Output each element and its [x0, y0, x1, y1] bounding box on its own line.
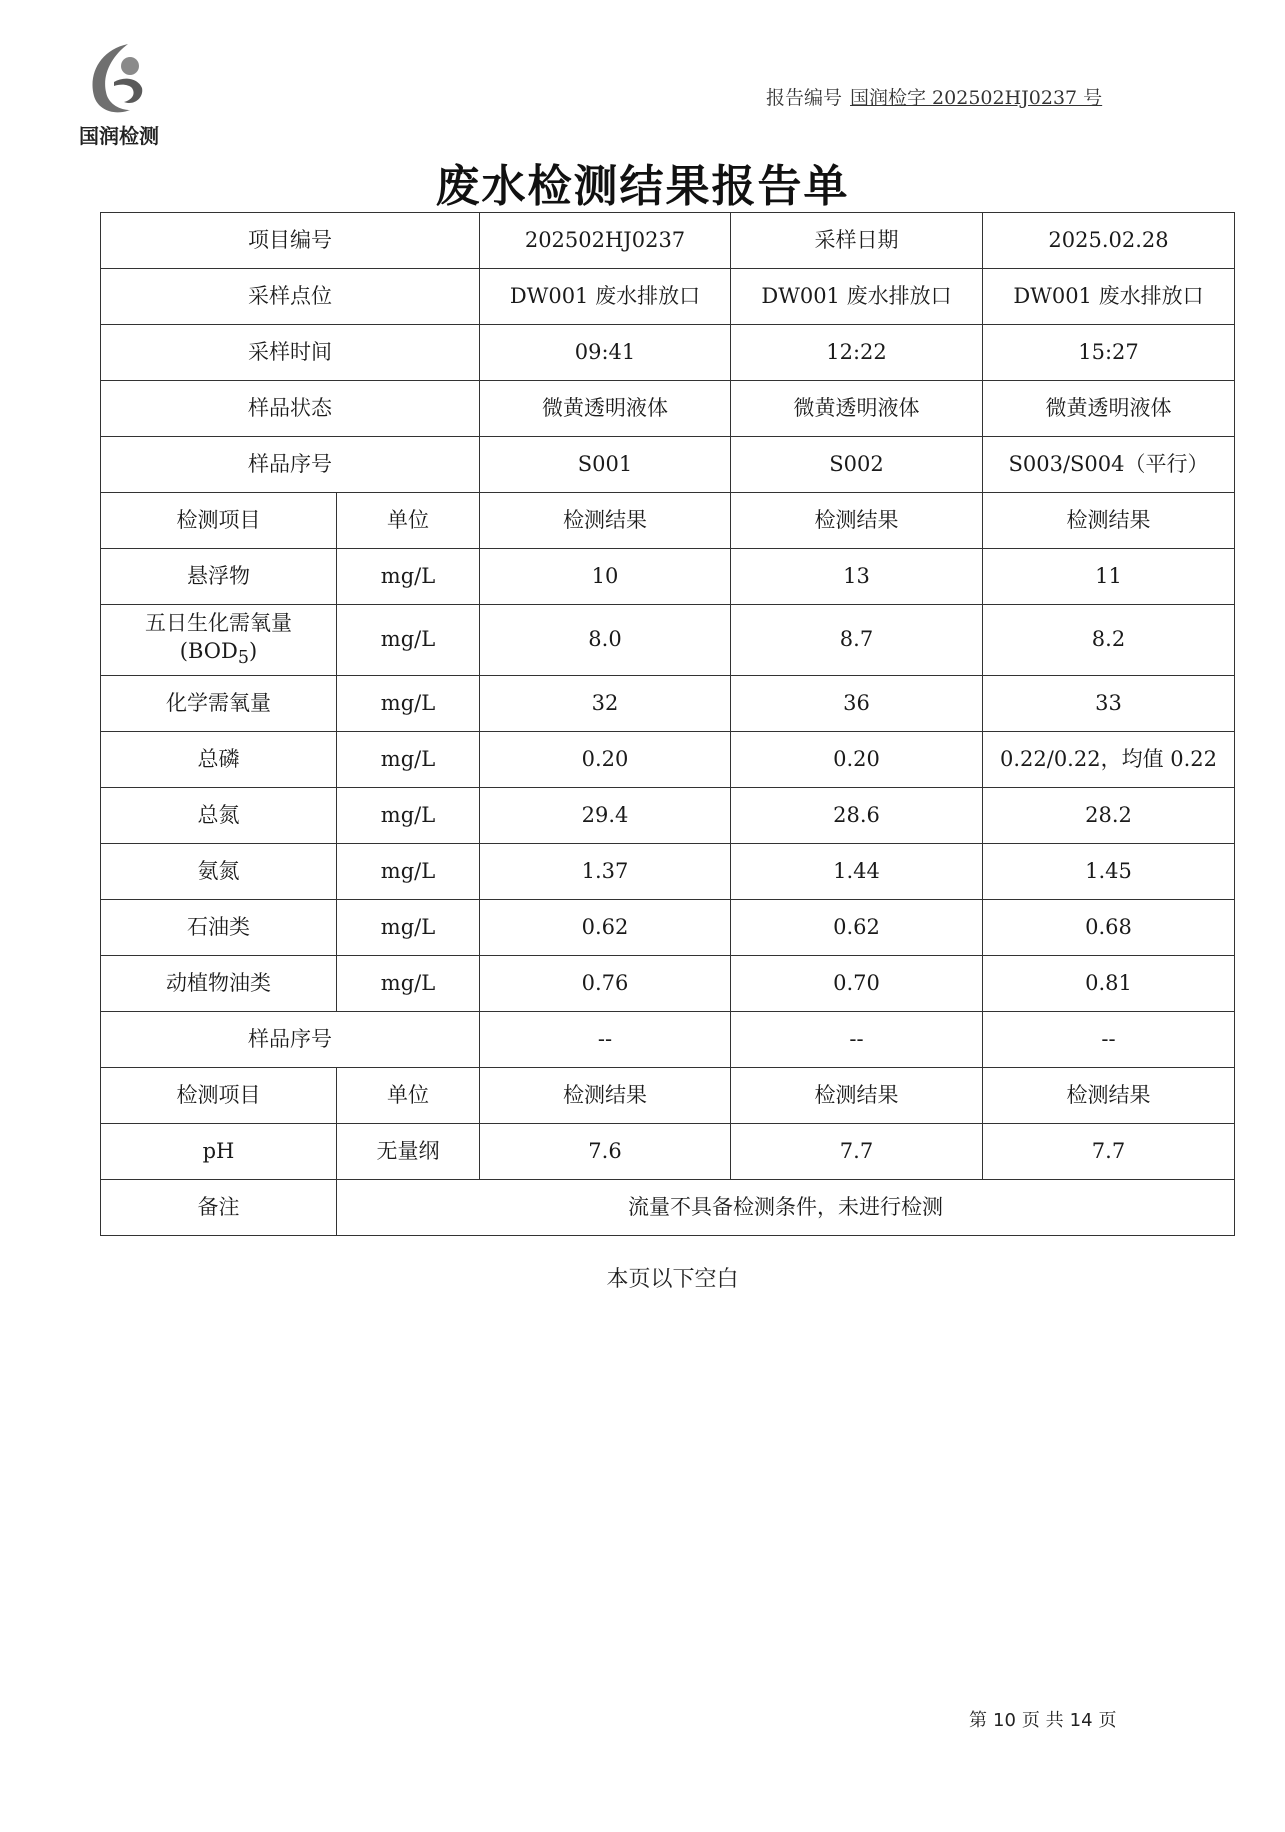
- unit-cell: mg/L: [337, 732, 480, 788]
- remark-text: 流量不具备检测条件，未进行检测: [337, 1180, 1235, 1236]
- table-row: [101, 605, 1235, 676]
- table-row: [101, 1180, 1235, 1236]
- unit-cell: mg/L: [337, 549, 480, 605]
- test-item: [101, 605, 337, 676]
- table-row: [101, 437, 1235, 493]
- remark-label: 备注: [101, 1180, 337, 1236]
- unit-cell: mg/L: [337, 844, 480, 900]
- result-cell: 33: [983, 676, 1235, 732]
- column-header: 检测结果: [983, 1068, 1235, 1124]
- column-header: 检测结果: [731, 1068, 983, 1124]
- blank-note: 本页以下空白: [606, 1267, 739, 1292]
- unit-cell: mg/L: [337, 900, 480, 956]
- logo-emblem-icon: [80, 40, 158, 120]
- info-value: 202502HJ0237: [480, 213, 731, 269]
- result-cell: 1.45: [983, 844, 1235, 900]
- info-label: 样品序号: [101, 1012, 480, 1068]
- unit-cell: mg/L: [337, 956, 480, 1012]
- info-value: 微黄透明液体: [983, 381, 1235, 437]
- info-value: S003/S004（平行）: [983, 437, 1235, 493]
- column-header: 检测结果: [731, 493, 983, 549]
- info-value: S001: [480, 437, 731, 493]
- info-value: --: [983, 1012, 1235, 1068]
- info-value: DW001 废水排放口: [983, 269, 1235, 325]
- unit-cell: mg/L: [337, 788, 480, 844]
- column-header: 检测结果: [983, 493, 1235, 549]
- result-cell: 29.4: [480, 788, 731, 844]
- table-row: [101, 732, 1235, 788]
- result-cell: 8.7: [731, 605, 983, 676]
- table-row: [101, 549, 1235, 605]
- test-item: 悬浮物: [101, 549, 337, 605]
- table-row: [101, 325, 1235, 381]
- info-value: 15:27: [983, 325, 1235, 381]
- page-total: 14: [1069, 1710, 1093, 1731]
- column-header: 检测结果: [480, 1068, 731, 1124]
- test-item: 石油类: [101, 900, 337, 956]
- result-cell: 0.76: [480, 956, 731, 1012]
- page-number: [966, 1706, 1120, 1732]
- test-item-abbr-close: ): [249, 638, 258, 663]
- page-mid: 页 共: [1021, 1710, 1064, 1731]
- table-row: [101, 1124, 1235, 1180]
- logo-text: 国润检测: [79, 124, 159, 148]
- info-value: 09:41: [480, 325, 731, 381]
- column-header: 单位: [337, 493, 480, 549]
- test-item-abbr: (BOD: [179, 638, 238, 663]
- result-cell: 8.0: [480, 605, 731, 676]
- table-row: [101, 269, 1235, 325]
- page-title: 废水检测结果报告单: [435, 161, 850, 212]
- info-value: DW001 废水排放口: [480, 269, 731, 325]
- info-value: DW001 废水排放口: [731, 269, 983, 325]
- info-value: --: [731, 1012, 983, 1068]
- test-item: 动植物油类: [101, 956, 337, 1012]
- report-number-label: 报告编号: [766, 87, 843, 109]
- result-cell: 1.37: [480, 844, 731, 900]
- info-label: 采样点位: [101, 269, 480, 325]
- test-item: 化学需氧量: [101, 676, 337, 732]
- info-label: 采样时间: [101, 325, 480, 381]
- unit-cell: 无量纲: [337, 1124, 480, 1180]
- test-item: 氨氮: [101, 844, 337, 900]
- result-cell: 0.70: [731, 956, 983, 1012]
- column-header: 单位: [337, 1068, 480, 1124]
- result-cell: 1.44: [731, 844, 983, 900]
- result-cell: 0.81: [983, 956, 1235, 1012]
- result-cell: 11: [983, 549, 1235, 605]
- result-cell: 36: [731, 676, 983, 732]
- table-row: [101, 956, 1235, 1012]
- column-header: 检测项目: [101, 493, 337, 549]
- column-header-row: [101, 493, 1235, 549]
- unit-cell: mg/L: [337, 605, 480, 676]
- info-label: 项目编号: [101, 213, 480, 269]
- info-label: 采样日期: [731, 213, 983, 269]
- info-label: 样品状态: [101, 381, 480, 437]
- result-cell: 0.20: [731, 732, 983, 788]
- result-cell: 0.62: [480, 900, 731, 956]
- test-item: 总磷: [101, 732, 337, 788]
- result-cell: 10: [480, 549, 731, 605]
- result-cell: 0.68: [983, 900, 1235, 956]
- result-cell: 8.2: [983, 605, 1235, 676]
- page-suffix: 页: [1098, 1710, 1117, 1731]
- results-table: [100, 212, 1235, 1236]
- company-logo: [64, 40, 174, 150]
- table-row: [101, 1012, 1235, 1068]
- result-cell: 13: [731, 549, 983, 605]
- table-row: [101, 381, 1235, 437]
- info-value: --: [480, 1012, 731, 1068]
- info-value: 微黄透明液体: [731, 381, 983, 437]
- table-row: [101, 900, 1235, 956]
- report-number-value: 国润检字 202502HJ0237 号: [850, 87, 1103, 109]
- result-cell: 0.62: [731, 900, 983, 956]
- result-cell: 28.6: [731, 788, 983, 844]
- test-item-subscript: 5: [237, 647, 249, 668]
- info-value: 12:22: [731, 325, 983, 381]
- result-cell: 7.7: [983, 1124, 1235, 1180]
- result-cell: 0.20: [480, 732, 731, 788]
- column-header: 检测项目: [101, 1068, 337, 1124]
- column-header-row: [101, 1068, 1235, 1124]
- test-item-name: 五日生化需氧量: [145, 611, 292, 636]
- test-item: 总氮: [101, 788, 337, 844]
- info-value: S002: [731, 437, 983, 493]
- table-row: [101, 844, 1235, 900]
- result-cell: 32: [480, 676, 731, 732]
- info-value: 微黄透明液体: [480, 381, 731, 437]
- result-cell: 0.22/0.22，均值 0.22: [983, 732, 1235, 788]
- column-header: 检测结果: [480, 493, 731, 549]
- test-item: pH: [101, 1124, 337, 1180]
- result-cell: 7.6: [480, 1124, 731, 1180]
- page-current: 10: [993, 1710, 1016, 1731]
- report-number: [766, 83, 1102, 110]
- page-prefix: 第: [969, 1710, 987, 1731]
- table-row: [101, 676, 1235, 732]
- table-row: [101, 788, 1235, 844]
- unit-cell: mg/L: [337, 676, 480, 732]
- info-value: 2025.02.28: [983, 213, 1235, 269]
- result-cell: 28.2: [983, 788, 1235, 844]
- info-label: 样品序号: [101, 437, 480, 493]
- table-row: [101, 213, 1235, 269]
- result-cell: 7.7: [731, 1124, 983, 1180]
